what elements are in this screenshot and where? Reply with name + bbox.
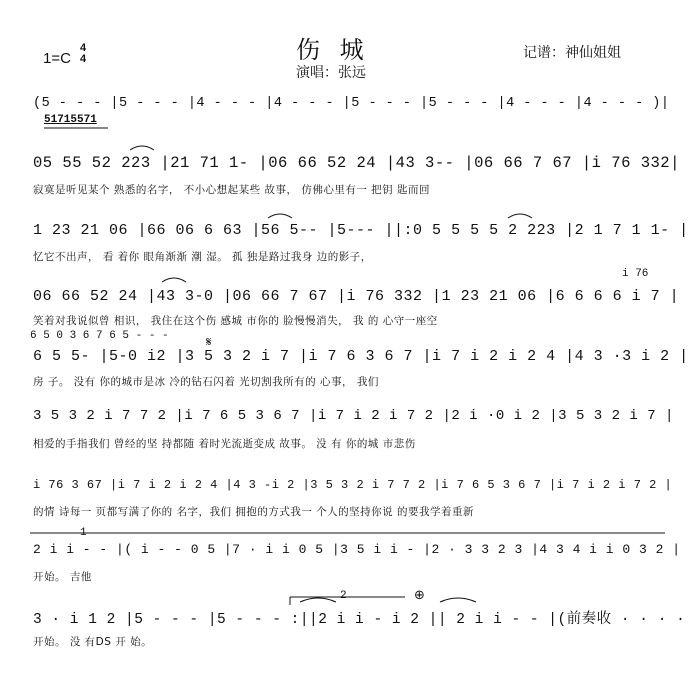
segno-sign: 𝄋 bbox=[206, 335, 212, 350]
score-row-1-notes: (5 - - - |5 - - - |4 - - - |4 - - - |5 - - - |5 - - - |4 - - - |4 - - - )| bbox=[33, 96, 670, 111]
tie-arc bbox=[130, 146, 154, 150]
score-row-7-notes: i 76 3 67 |i 7 i 2 i 2 4 |4 3 -i 2 |3 5 3 2 i 7 7 2 |i 7 6 5 3 6 7 |i 7 i 2 i 7 2 | bbox=[33, 478, 673, 492]
song-title: 伤 城 bbox=[296, 36, 370, 64]
score-row-6-notes: 3 5 3 2 i 7 7 2 |i 7 6 5 3 6 7 |i 7 i 2 i 7 2 |2 i ·0 i 2 |3 5 3 2 i 7 | bbox=[33, 408, 674, 424]
coda-sign: ⊕ bbox=[414, 588, 425, 603]
transcriber-credit: 记谱：神仙姐姐 bbox=[523, 45, 621, 61]
time-signature-bottom: 4 bbox=[80, 53, 87, 65]
score-row-2-lyrics: 寂寞是听见某个 熟悉的名字， 不小心想起某些 故事， 仿佛心里有一 把钥 匙而回 bbox=[33, 184, 431, 196]
score-row-4-lyrics: 笑着对我说似曾 相识， 我住在这个伤 感城 市你的 脸慢慢消失， 我 的 心守一座空 bbox=[33, 315, 438, 327]
singer-credit: 演唱：张远 bbox=[296, 65, 366, 81]
volta-2-label: 2 bbox=[340, 590, 347, 602]
time-signature-top: 4 bbox=[80, 42, 87, 54]
score-row-5-lyrics: 房 子。 没有 你的城市是冰 冷的钻石闪着 光切割我所有的 心事， 我们 bbox=[33, 376, 379, 388]
tie-arc bbox=[508, 214, 532, 218]
score-row-1-subnotes: 51715571 bbox=[44, 114, 97, 126]
score-row-9-lyrics: 开始。 没 有DS 开 始。 bbox=[33, 636, 153, 648]
score-row-5-notes: 6 5 5- |5-0 i2 |3 5 3 2 i 7 |i 7 6 3 6 7 |i 7 i 2 i 2 4 |4 3 ·3 i 2 | bbox=[33, 348, 689, 365]
score-row-3-notes: 1 23 21 06 |66 06 6 63 |56 5-- |5--- ||:0 5 5 5 5 2 223 |2 1 7 1 1- | bbox=[33, 222, 689, 239]
tie-arc bbox=[162, 278, 186, 282]
score-row-7-lyrics: 的情 诗每一 页都写满了你的 名字，我们 拥抱的方式我一 个人的坚持你说 的要我学着重新 bbox=[33, 506, 475, 518]
score-row-2-notes: 05 55 52 223 |21 71 1- |06 66 52 24 |43 3-- |06 66 7 67 |i 76 332| bbox=[33, 154, 680, 172]
tie-arc bbox=[440, 598, 476, 602]
tie-arc bbox=[300, 598, 336, 602]
score-row-3-lyrics: 忆它不出声， 看 着你 眼角渐渐 潮 湿。 孤 独是路过我身 边的影子， bbox=[33, 251, 372, 263]
score-row-5-ornament: 6 5 0 3 6 7 6 5 - - - bbox=[30, 330, 169, 342]
key-signature: 1=C bbox=[43, 50, 71, 67]
score-row-4-ornament: i 76 bbox=[622, 268, 649, 280]
tie-arc bbox=[268, 214, 292, 218]
score-row-9-notes: 3 · i 1 2 |5 - - - |5 - - - :||2 i i - i 2 || 2 i i - - |(前奏收 · · · · bbox=[33, 612, 686, 628]
score-row-6-lyrics: 相爱的手指我们 曾经的坚 持都随 着时光流逝变成 故事。 没 有 你的城 市悲伤 bbox=[33, 438, 416, 450]
volta-1-label: 1 bbox=[80, 527, 87, 539]
score-row-8-lyrics: 开始。 吉他 bbox=[33, 571, 92, 583]
score-row-4-notes: 06 66 52 24 |43 3-0 |06 66 7 67 |i 76 332 |1 23 21 06 |6 6 6 6 i 7 | bbox=[33, 288, 680, 305]
score-row-8-notes: 2 i i - - |( i - - 0 5 |7 · i i 0 5 |3 5 i i - |2 · 3 3 2 3 |4 3 4 i i 0 3 2 | bbox=[33, 542, 681, 557]
